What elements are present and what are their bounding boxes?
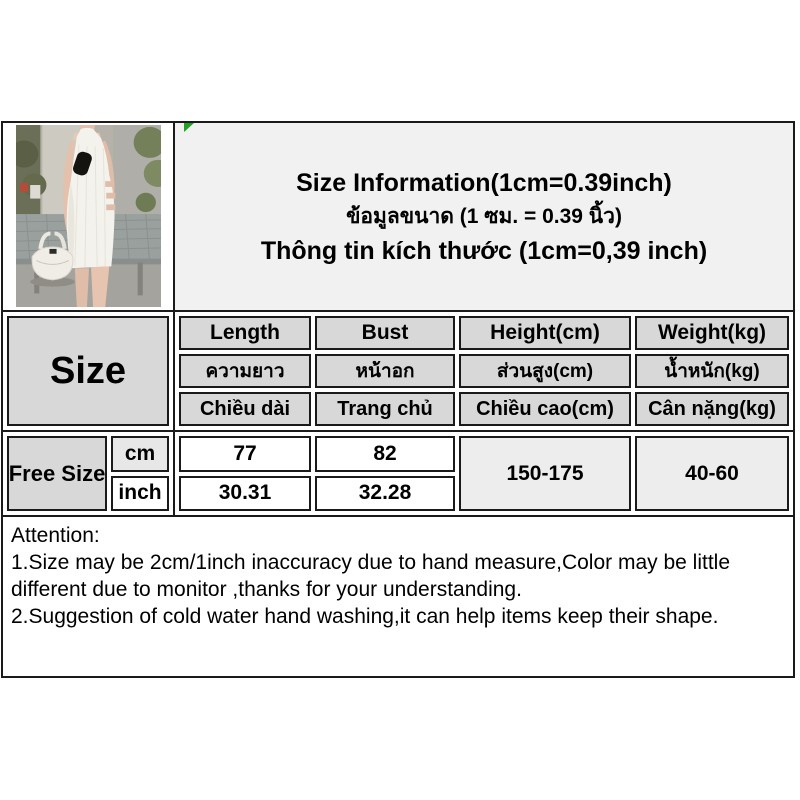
size-corner-panel (3, 312, 175, 430)
title-vietnamese: Thông tin kích thước (1cm=0,39 inch) (260, 236, 708, 265)
value-bust-inch: 32.28 (315, 476, 455, 512)
value-height-range: 150-175 (459, 436, 631, 511)
row-label-free-size: Free Size (7, 436, 107, 511)
value-bust-cm: 82 (315, 436, 455, 472)
row-label-panel (3, 432, 175, 515)
col-header-weight-en: Weight(kg) (635, 316, 789, 350)
col-header-bust-en: Bust (315, 316, 455, 350)
title-panel (175, 123, 793, 310)
green-triangle-icon (184, 123, 194, 132)
title-english: Size Information(1cm=0.39inch) (296, 168, 672, 197)
col-header-height-en: Height(cm) (459, 316, 631, 350)
value-length-cm: 77 (179, 436, 311, 472)
value-length-inch: 30.31 (179, 476, 311, 512)
value-weight-range: 40-60 (635, 436, 789, 511)
attention-note (3, 517, 793, 676)
size-table-header (3, 310, 793, 432)
unit-label-inch: inch (111, 476, 169, 512)
col-header-height-vi: Chiều cao(cm) (459, 392, 631, 426)
value-cells (175, 432, 793, 515)
column-headers (175, 312, 793, 430)
attention-line-2: different due to monitor ,thanks for your understanding. (11, 578, 522, 601)
size-chart-sheet (1, 121, 795, 678)
col-header-length-en: Length (179, 316, 311, 350)
col-header-height-th: ส่วนสูง(cm) (459, 354, 631, 388)
size-table-data (3, 432, 793, 517)
product-photo (3, 123, 175, 310)
title-thai: ข้อมูลขนาด (1 ซม. = 0.39 นิ้ว) (346, 204, 622, 228)
size-corner-cell: Size (7, 316, 169, 426)
col-header-bust-th: หน้าอก (315, 354, 455, 388)
model-photo-illustration (16, 125, 161, 307)
attention-line-1: 1.Size may be 2cm/1inch inaccuracy due to hand measure,Color may be little (11, 551, 731, 574)
attention-line-3: 2.Suggestion of cold water hand washing,it can help items keep their shape. (11, 605, 719, 628)
col-header-length-vi: Chiều dài (179, 392, 311, 426)
unit-label-cm: cm (111, 436, 169, 472)
col-header-weight-th: น้ำหนัก(kg) (635, 354, 789, 388)
attention-heading: Attention: (11, 524, 100, 547)
col-header-length-th: ความยาว (179, 354, 311, 388)
top-section (3, 123, 793, 310)
col-header-bust-vi: Trang chủ (315, 392, 455, 426)
col-header-weight-vi: Cân nặng(kg) (635, 392, 789, 426)
